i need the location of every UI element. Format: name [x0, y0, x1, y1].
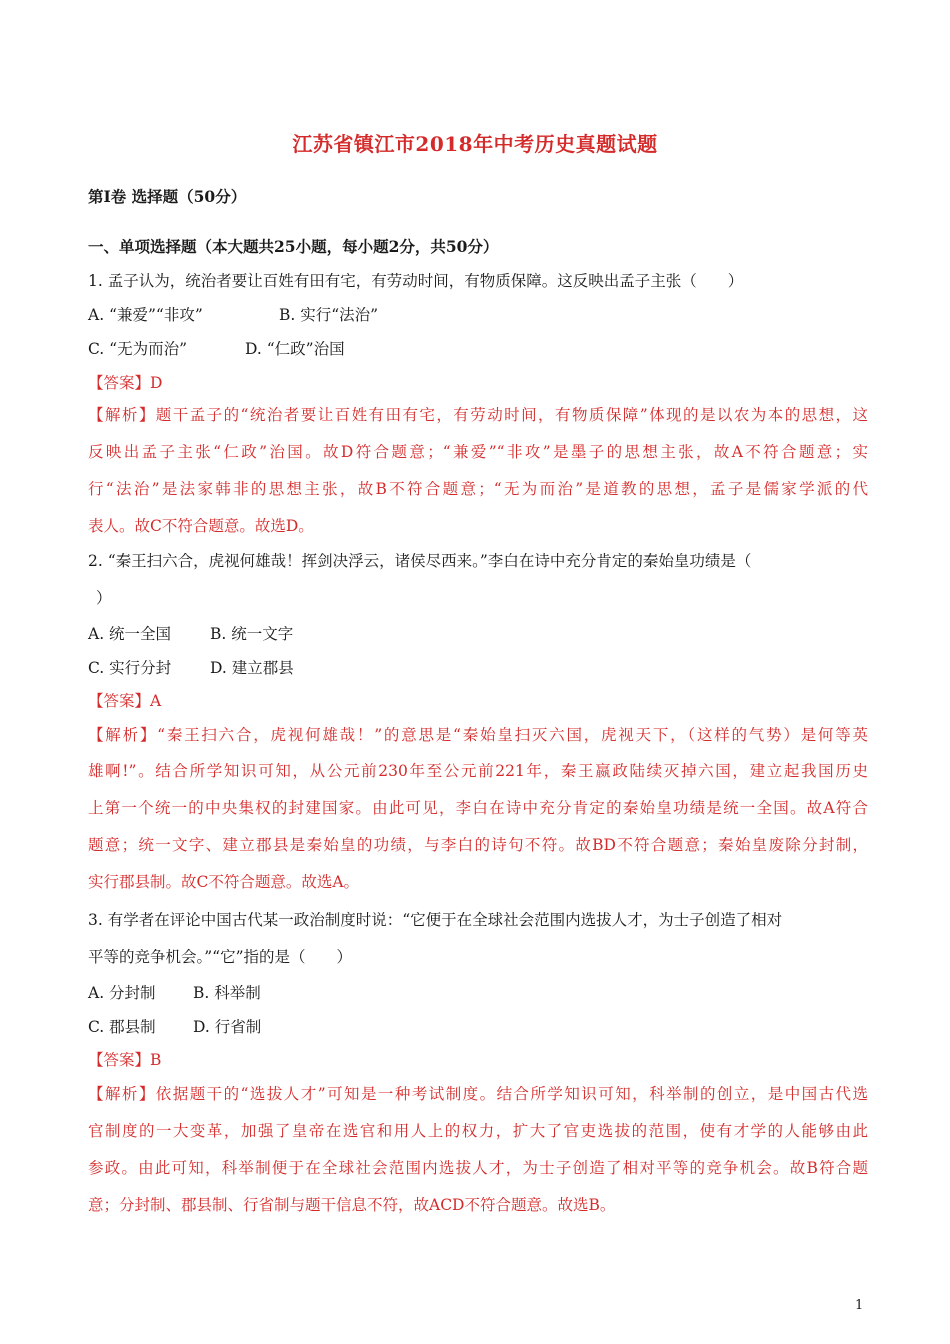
q2-stem-cont: ） [96, 589, 112, 607]
q1-analysis-line: 表人。故C不符合题意。故选D。 [88, 517, 314, 535]
q3-option-d: D. 行省制 [193, 1018, 262, 1036]
q3-option-a: A. 分封制 [88, 984, 156, 1002]
q3-stem: 3. 有学者在评论中国古代某一政治制度时说：“它便于在全球社会范围内选拔人才，为士子创造了相对 [88, 911, 783, 929]
q1-answer: 【答案】D [88, 374, 163, 392]
q3-analysis-line: 意；分封制、郡县制、行省制与题干信息不符，故ACD不符合题意。故选B。 [88, 1196, 616, 1214]
q3-option-c: C. 郡县制 [88, 1018, 156, 1036]
q3-analysis-line: 参政。由此可知，科举制便于在全球社会范围内选拔人才，为士子创造了相对平等的竞争机会。故B符合题 [88, 1159, 868, 1177]
q1-option-c: C. “无为而治” [88, 340, 188, 358]
q3-analysis-line: 官制度的一大变革，加强了皇帝在选官和用人上的权力，扩大了官吏选拔的范围，使有才学的人能够由此 [88, 1122, 868, 1140]
q2-stem: 2. “秦王扫六合，虎视何雄哉！挥剑决浮云，诸侯尽西来。”李白在诗中充分肯定的秦始皇功绩是（ [88, 552, 752, 570]
q1-analysis-line: 行“法治”是法家韩非的思想主张，故B不符合题意；“无为而治”是道教的思想，孟子是儒家学派的代 [88, 480, 868, 498]
q1-options-row1 [88, 304, 868, 326]
q2-analysis-line: 题意；统一文字、建立郡县是秦始皇的功绩，与李白的诗句不符。故BD不符合题意；秦始皇废除分封制， [88, 836, 868, 854]
q3-analysis-line: 【解析】依据题干的“选拔人才”可知是一种考试制度。结合所学知识可知，科举制的创立，是中国古代选 [88, 1085, 868, 1103]
q2-analysis-line: 上第一个统一的中央集权的封建国家。由此可见，李白在诗中充分肯定的秦始皇功绩是统一全国。故A符合 [88, 799, 868, 817]
q1-option-d: D. “仁政”治国 [245, 340, 345, 358]
q1-option-a: A. “兼爱”“非攻” [88, 306, 203, 324]
q2-analysis-line: 雄啊!”。结合所学知识可知，从公元前230年至公元前221年，秦王嬴政陆续灭掉六国，建立起我国历史 [88, 762, 868, 780]
q1-options-row2 [88, 338, 868, 360]
q2-option-d: D. 建立郡县 [210, 659, 294, 677]
q1-analysis-line: 反映出孟子主张“仁政”治国。故D符合题意；“兼爱”“非攻”是墨子的思想主张，故A不符合题意；实 [88, 443, 868, 461]
page-title: 江苏省镇江市2018年中考历史真题试题 [292, 132, 658, 156]
part-heading: 一、单项选择题（本大题共25小题，每小题2分，共50分） [88, 237, 499, 256]
q3-stem-cont: 平等的竞争机会。”“它”指的是（ ） [88, 948, 353, 966]
q2-options-row2 [88, 657, 868, 679]
q3-options-row1 [88, 982, 868, 1004]
page-number: 1 [855, 1298, 864, 1313]
q2-option-c: C. 实行分封 [88, 659, 172, 677]
q3-option-b: B. 科举制 [193, 984, 261, 1002]
q3-options-row2 [88, 1016, 868, 1038]
q2-analysis-line: 实行郡县制。故C不符合题意。故选A。 [88, 873, 360, 891]
q2-answer: 【答案】A [88, 692, 162, 710]
q1-analysis-line: 【解析】题干孟子的“统治者要让百姓有田有宅，有劳动时间，有物质保障”体现的是以农为本的思想，这 [88, 406, 868, 424]
q2-option-b: B. 统一文字 [210, 625, 294, 643]
q1-stem: 1. 孟子认为，统治者要让百姓有田有宅，有劳动时间，有物质保障。这反映出孟子主张（ ） [88, 272, 744, 290]
q2-analysis-line: 【解析】“秦王扫六合，虎视何雄哉！”的意思是“秦始皇扫灭六国，虎视天下，（这样的气势）是何等英 [88, 726, 868, 744]
q1-option-b: B. 实行“法治” [279, 306, 379, 324]
q2-options-row1 [88, 623, 868, 645]
q3-answer: 【答案】B [88, 1051, 162, 1069]
q2-option-a: A. 统一全国 [88, 625, 172, 643]
section-heading: 第Ⅰ卷 选择题（50分） [88, 187, 247, 206]
